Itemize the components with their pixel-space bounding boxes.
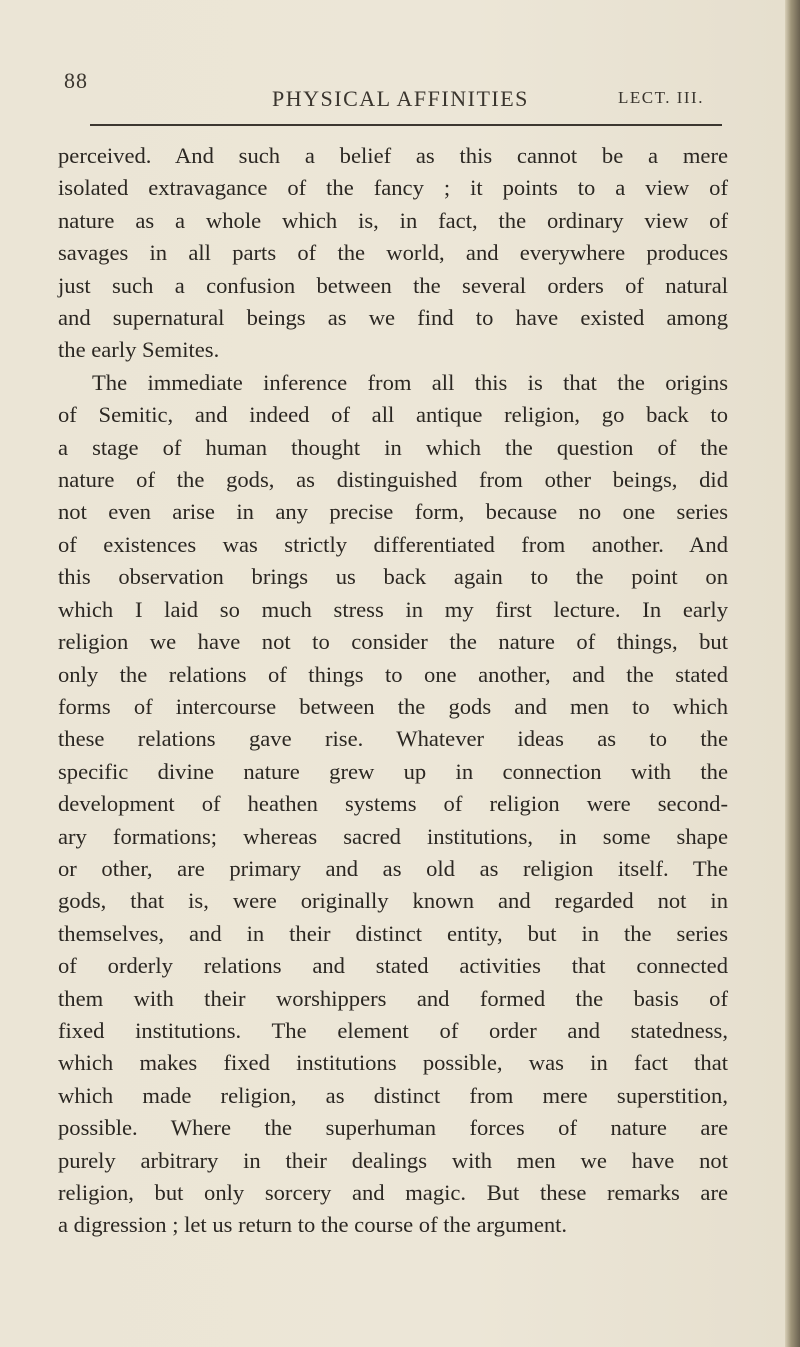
text-line: nature as a whole which is, in fact, the ordinary view of bbox=[58, 207, 728, 233]
text-line: of existences was strictly differentiated from another. And bbox=[58, 531, 728, 557]
header-rule bbox=[90, 124, 722, 126]
text-line: of Semitic, and indeed of all antique religion, go back to bbox=[58, 402, 728, 428]
text-line: The immediate inference from all this is that the origins bbox=[92, 369, 728, 395]
text-line: gods, that is, were originally known and regarded not in bbox=[58, 888, 728, 914]
text-line: these relations gave rise. Whatever ideas as to the bbox=[58, 726, 728, 752]
text-line: and supernatural beings as we find to have existed among bbox=[58, 305, 728, 331]
page-edge-shadow bbox=[785, 0, 800, 1347]
running-title: PHYSICAL AFFINITIES bbox=[272, 86, 529, 111]
page-number: 88 bbox=[64, 68, 88, 93]
body-text bbox=[58, 140, 728, 1242]
text-line: which I laid so much stress in my first lecture. In early bbox=[58, 596, 728, 622]
text-line: a stage of human thought in which the question of the bbox=[58, 434, 728, 460]
page-header bbox=[0, 0, 785, 140]
text-line: which made religion, as distinct from mere superstition, bbox=[58, 1082, 728, 1108]
text-line: them with their worshippers and formed the basis of bbox=[58, 985, 728, 1011]
text-line: isolated extravagance of the fancy ; it points to a view of bbox=[58, 175, 728, 201]
text-line: religion, but only sorcery and magic. But these remarks are bbox=[58, 1180, 728, 1205]
text-line: or other, are primary and as old as religion itself. The bbox=[58, 855, 728, 881]
text-line: possible. Where the superhuman forces of nature are bbox=[58, 1115, 728, 1141]
text-line: of orderly relations and stated activities that connected bbox=[58, 953, 728, 979]
text-line: religion we have not to consider the nature of things, but bbox=[58, 629, 728, 655]
text-line: only the relations of things to one another, and the stated bbox=[58, 661, 728, 687]
text-line: development of heathen systems of religion were second- bbox=[58, 791, 728, 817]
text-line: purely arbitrary in their dealings with men we have not bbox=[58, 1147, 728, 1173]
lecture-reference: LECT. III. bbox=[618, 88, 704, 107]
text-line: which makes fixed institutions possible, was in fact that bbox=[58, 1050, 728, 1076]
text-line: just such a confusion between the several orders of natural bbox=[58, 272, 728, 298]
text-line: fixed institutions. The element of order and statedness, bbox=[58, 1017, 728, 1043]
text-line: perceived. And such a belief as this cannot be a mere bbox=[58, 143, 728, 168]
text-line: a digression ; let us return to the course of the argument. bbox=[58, 1212, 568, 1238]
text-line: savages in all parts of the world, and everywhere produces bbox=[58, 240, 728, 266]
text-line: specific divine nature grew up in connection with the bbox=[58, 758, 728, 784]
text-line: forms of intercourse between the gods and men to which bbox=[58, 693, 728, 719]
text-line: not even arise in any precise form, because no one series bbox=[58, 499, 728, 525]
text-line: the early Semites. bbox=[58, 337, 220, 363]
text-line: nature of the gods, as distinguished from other beings, did bbox=[58, 467, 728, 493]
text-line: ary formations; whereas sacred institutions, in some shape bbox=[58, 823, 728, 849]
text-line: themselves, and in their distinct entity, but in the series bbox=[58, 920, 728, 946]
text-line: this observation brings us back again to the point on bbox=[58, 564, 728, 590]
